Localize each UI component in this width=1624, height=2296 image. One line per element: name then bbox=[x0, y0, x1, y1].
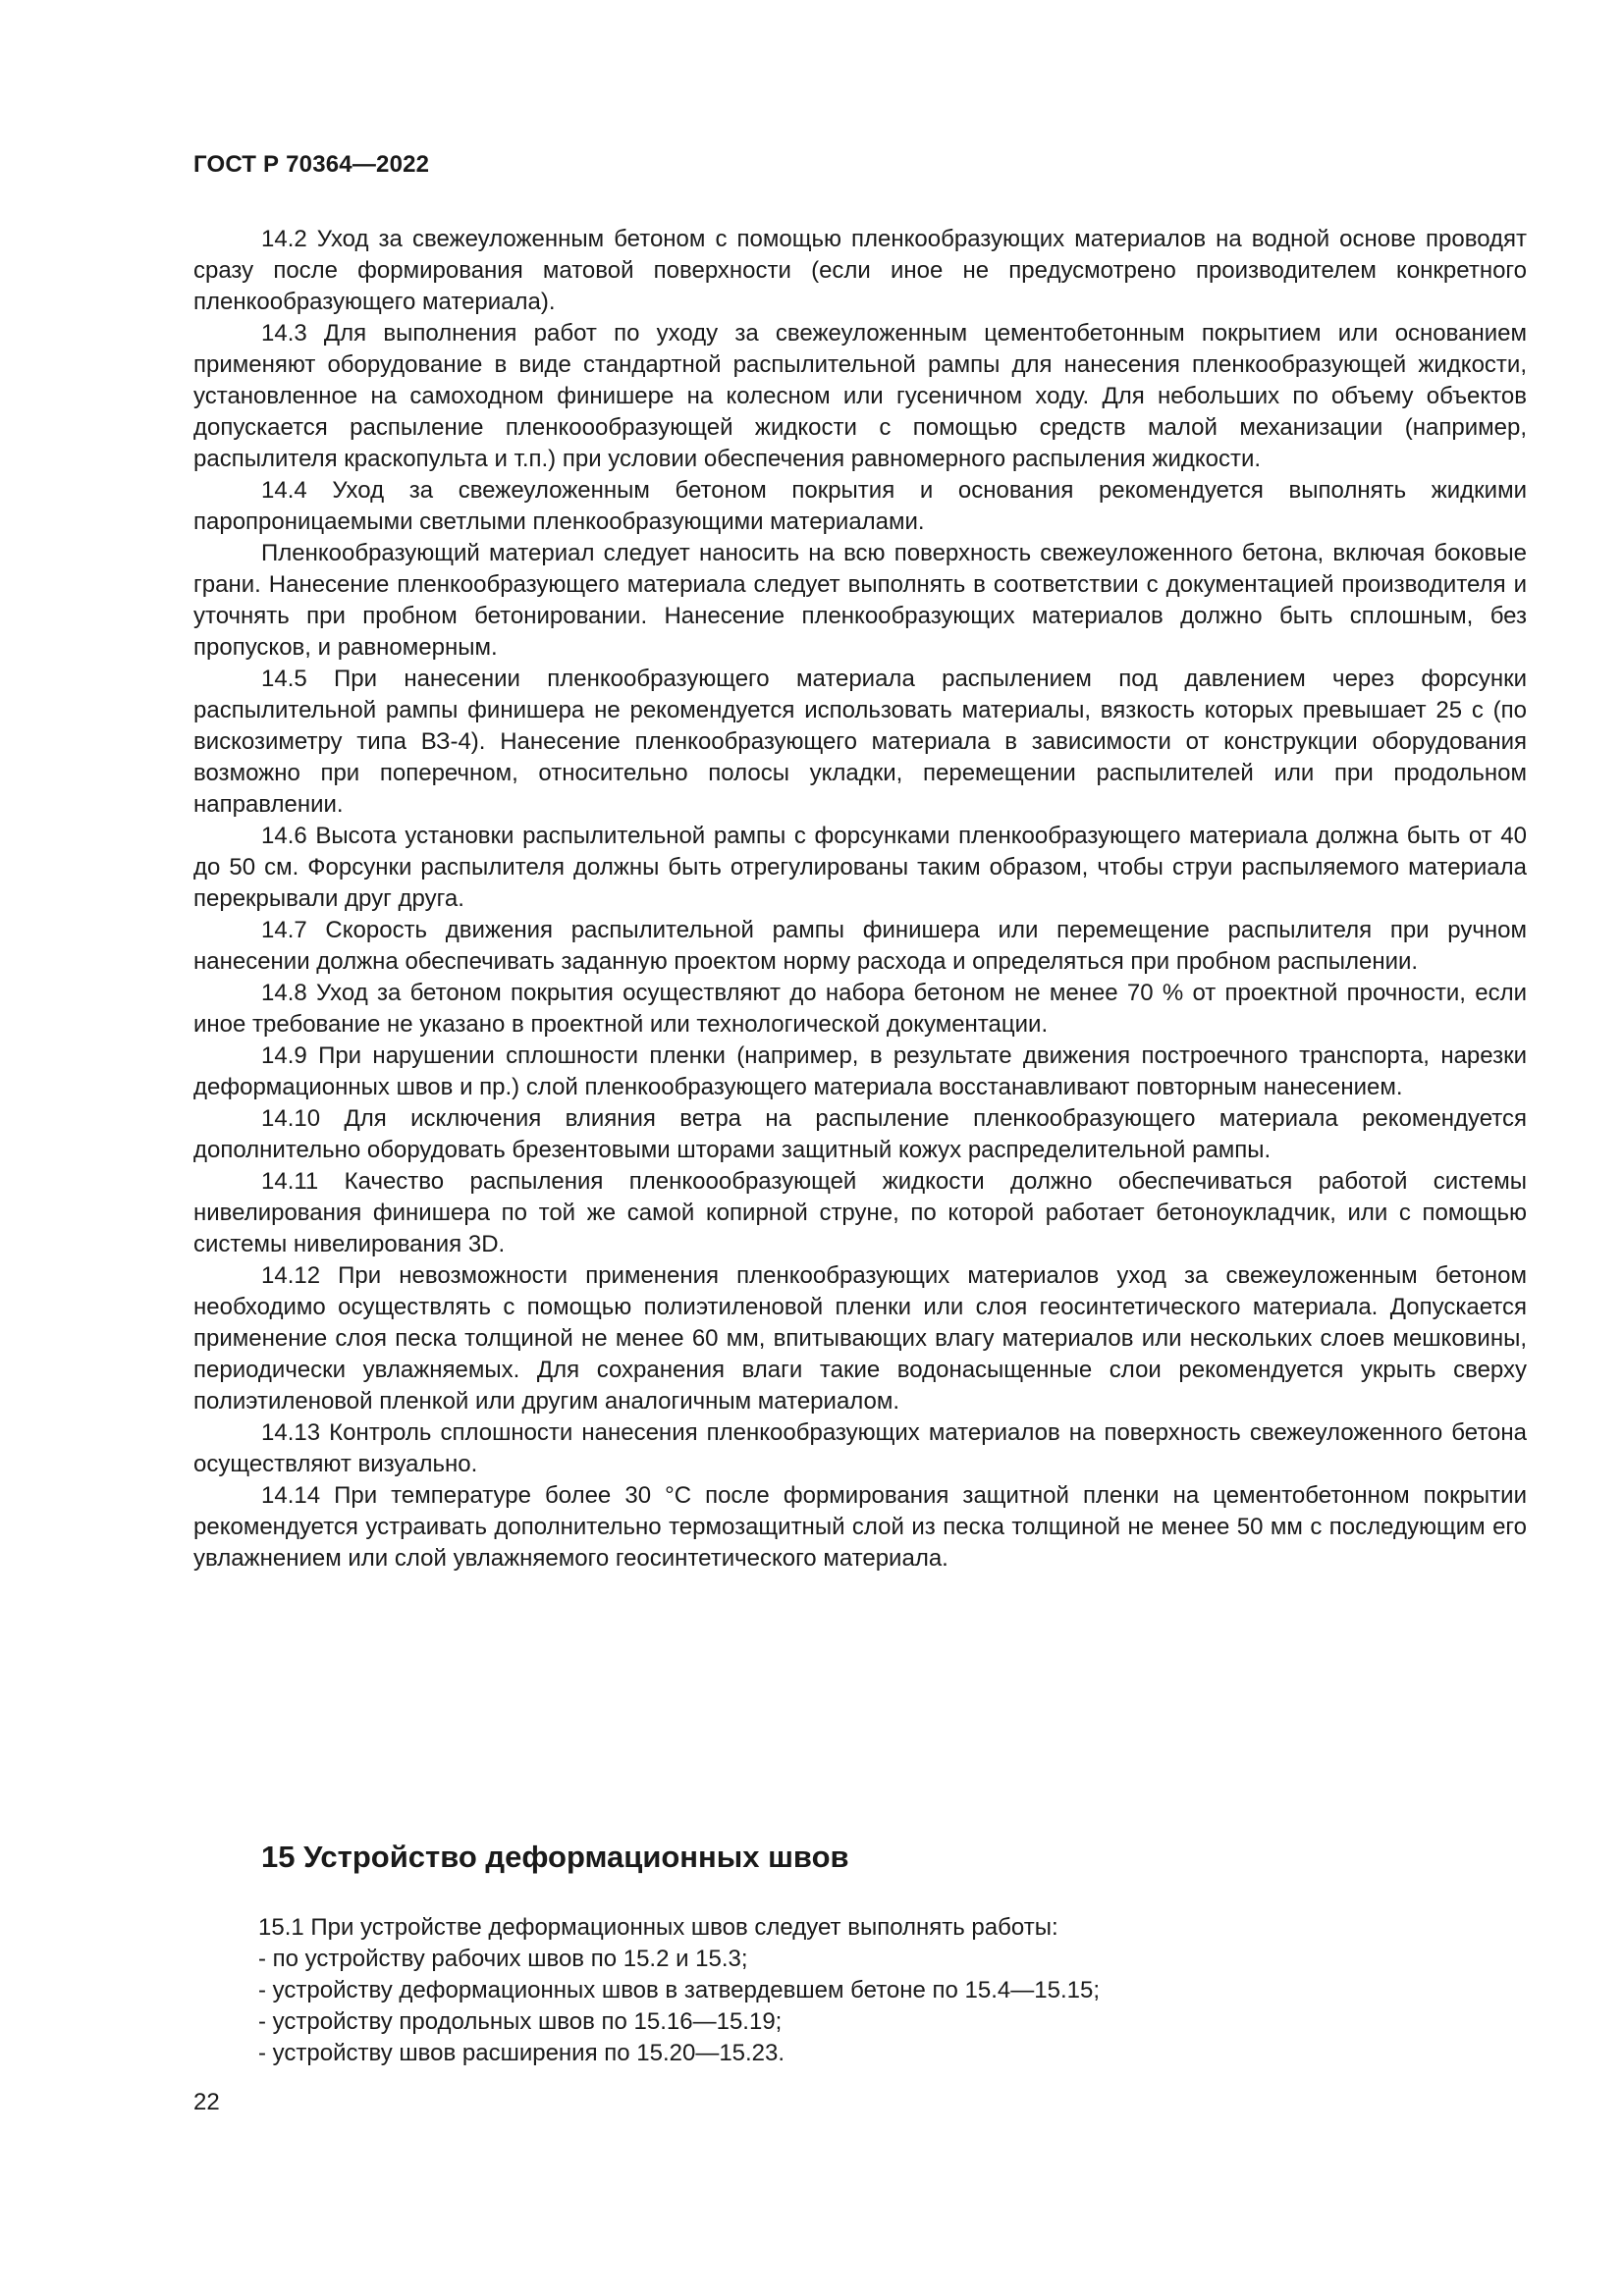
paragraph-14-4-continued: Пленкообразующий материал следует наносить на всю поверхность свежеуложенного бетона, включая боковые грани. Нанесение пленкообразующего материала следует выполнять в соответствии с документацией производителя и уточнять при пробном бетонировании. Нанесение пленкообразующих материалов должно быть сплошным, без пропусков, и равномерным. bbox=[193, 540, 1527, 661]
paragraph-14-14: 14.14 При температуре более 30 °С после формирования защитной пленки на цементобетонном покрытии рекомендуется устраивать дополнительно термозащитный слой из песка толщиной не менее 50 мм с последующим его увлажнением или слой увлажняемого геосинтетического материала. bbox=[193, 1482, 1527, 1572]
section-15-body bbox=[258, 1912, 1525, 2069]
list-item: - устройству продольных швов по 15.16—15.19; bbox=[258, 2008, 783, 2035]
paragraph-14-13: 14.13 Контроль сплошности нанесения пленкообразующих материалов на поверхность свежеуложенного бетона осуществляют визуально. bbox=[193, 1419, 1527, 1477]
section-14-body bbox=[193, 224, 1527, 1575]
paragraph-14-8: 14.8 Уход за бетоном покрытия осуществляют до набора бетоном не менее 70 % от проектной прочности, если иное требование не указано в проектной или технологической документации. bbox=[193, 980, 1527, 1038]
paragraph-14-7: 14.7 Скорость движения распылительной рампы финишера или перемещение распылителя при ручном нанесении должна обеспечивать заданную проектом норму расхода и определяться при пробном распылении. bbox=[193, 917, 1527, 975]
page-number: 22 bbox=[193, 2089, 220, 2115]
work-list bbox=[258, 1944, 1525, 2069]
paragraph-14-10: 14.10 Для исключения влияния ветра на распыление пленкообразующего материала рекомендуется дополнительно оборудовать брезентовыми шторами защитный кожух распределительной рампы. bbox=[193, 1105, 1527, 1163]
paragraph-14-12: 14.12 При невозможности применения пленкообразующих материалов уход за свежеуложенным бетоном необходимо осуществлять с помощью полиэтиленовой пленки или слоя геосинтетического материала. Допускается применение слоя песка толщиной не менее 60 мм, впитывающих влагу материалов или нескольких слоев мешковины, периодически увлажняемых. Для сохранения влаги такие водонасыщенные слои рекомендуется укрыть сверху полиэтиленовой пленкой или другим аналогичным материалом. bbox=[193, 1262, 1527, 1415]
paragraph-14-6: 14.6 Высота установки распылительной рампы с форсунками пленкообразующего материала должна быть от 40 до 50 см. Форсунки распылителя должны быть отрегулированы таким образом, чтобы струи распыляемого материала перекрывали друг друга. bbox=[193, 823, 1527, 912]
paragraph-14-3: 14.3 Для выполнения работ по уходу за свежеуложенным цементобетонным покрытием или основанием применяют оборудование в виде стандартной распылительной рампы для нанесения пленкообразующей жидкости, установленное на самоходном финишере на колесном или гусеничном ходу. Для небольших по объему объектов допускается распыление пленкоообразующей жидкости с помощью средств малой механизации (например, распылителя краскопульта и т.п.) при условии обеспечения равномерного распыления жидкости. bbox=[193, 320, 1527, 472]
list-item: - по устройству рабочих швов по 15.2 и 15.3; bbox=[258, 1946, 748, 1972]
paragraph-14-2: 14.2 Уход за свежеуложенным бетоном с помощью пленкообразующих материалов на водной основе проводят сразу после формирования матовой поверхности (если иное не предусмотрено производителем конкретного пленкообразующего материала). bbox=[193, 226, 1527, 315]
list-item: - устройству деформационных швов в затвердевшем бетоне по 15.4—15.15; bbox=[258, 1977, 1100, 2003]
paragraph-14-4: 14.4 Уход за свежеуложенным бетоном покрытия и основания рекомендуется выполнять жидкими паропроницаемыми светлыми пленкообразующими материалами. bbox=[193, 477, 1527, 535]
paragraph-14-5: 14.5 При нанесении пленкообразующего материала распылением под давлением через форсунки распылительной рампы финишера не рекомендуется использовать материалы, вязкость которых превышает 25 с (по вискозиметру типа ВЗ-4). Нанесение пленкообразующего материала в зависимости от конструкции оборудования возможно при поперечном, относительно полосы укладки, перемещении распылителей или при продольном направлении. bbox=[193, 666, 1527, 818]
list-item: - устройству швов расширения по 15.20—15.23. bbox=[258, 2040, 785, 2066]
paragraph-15-1: 15.1 При устройстве деформационных швов следует выполнять работы: bbox=[258, 1914, 1058, 1941]
section-15-heading: 15 Устройство деформационных швов bbox=[261, 1840, 849, 1874]
document-standard-id: ГОСТ Р 70364—2022 bbox=[193, 151, 430, 178]
paragraph-14-11: 14.11 Качество распыления пленкоообразующей жидкости должно обеспечиваться работой системы нивелирования финишера по той же самой копирной струне, по которой работает бетоноукладчик, или с помощью системы нивелирования 3D. bbox=[193, 1168, 1527, 1257]
paragraph-14-9: 14.9 При нарушении сплошности пленки (например, в результате движения построечного транспорта, нарезки деформационных швов и пр.) слой пленкообразующего материала восстанавливают повторным нанесением. bbox=[193, 1042, 1527, 1100]
